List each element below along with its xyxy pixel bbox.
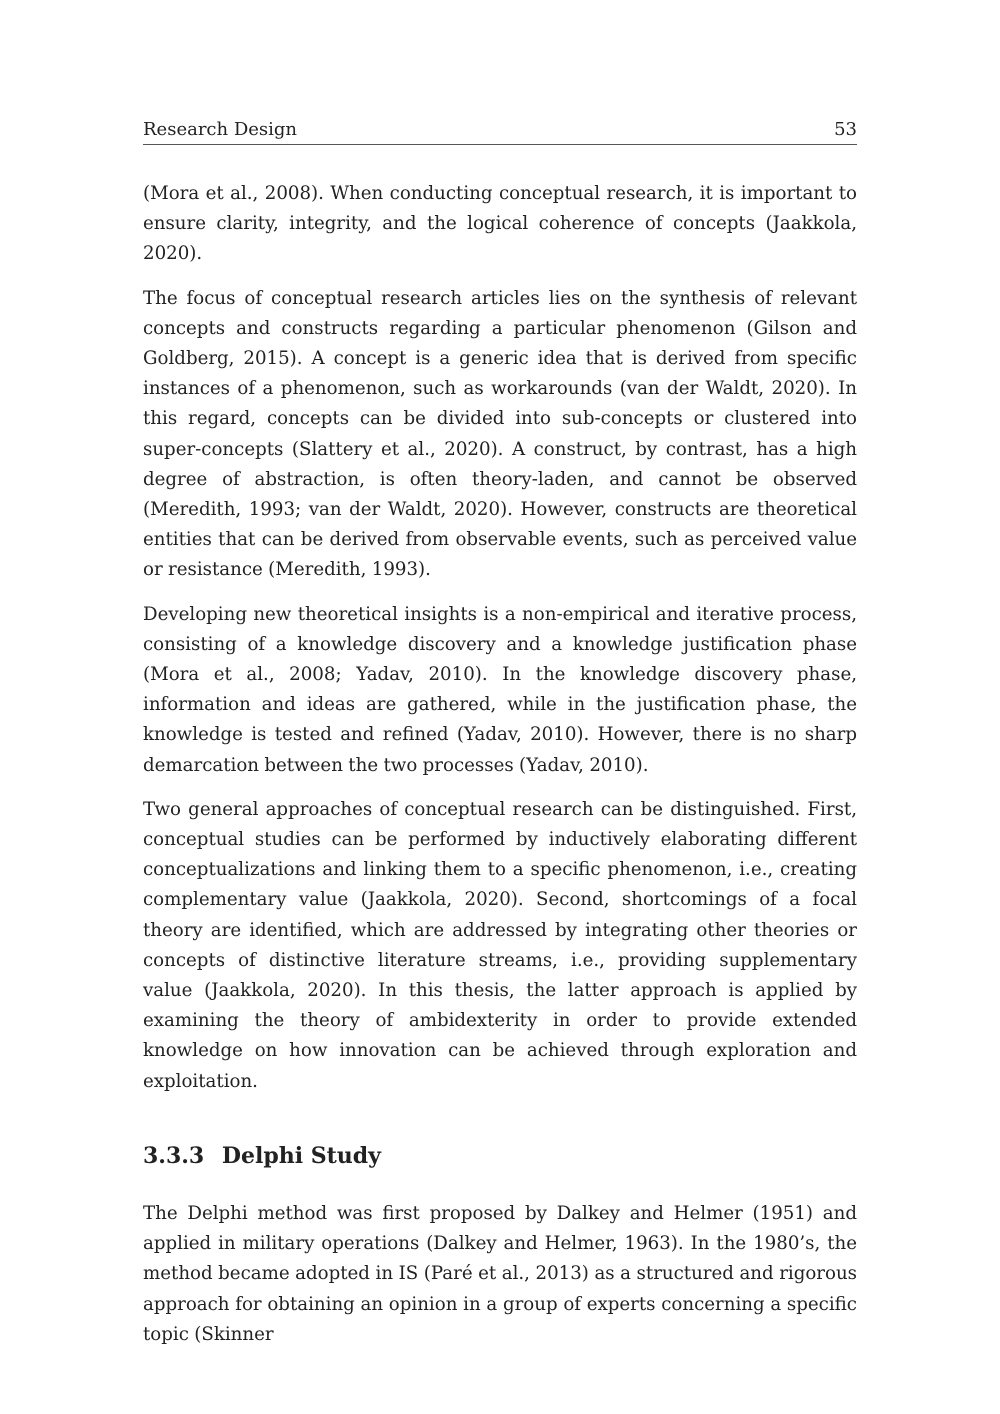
section-title: Delphi Study [221, 1142, 381, 1169]
body-text [143, 179, 857, 1364]
paragraph: The Delphi method was first proposed by Dalkey and Helmer (1951) and applied in military operations (Dalkey and Helmer, 1963). In the 1980’s, the method became adopted in IS (Paré et al., 2013) as a structured and rigorous approach for obtaining an opinion in a group of experts concerning a specific topic (Skinner [143, 1202, 857, 1345]
page-number: 53 [834, 119, 857, 140]
paragraph: Developing new theoretical insights is a non-empirical and iterative process, consisting of a knowledge discovery and a knowledge justification phase (Mora et al., 2008; Yadav, 2010). In the knowledge discovery phase, information and ideas are gathered, while in the justification phase, the knowledge is tested and refined (Yadav, 2010). However, there is no sharp demarcation between the two processes (Yadav, 2010). [143, 603, 857, 776]
paragraph: The focus of conceptual research articles lies on the synthesis of relevant concepts and constructs regarding a particular phenomenon (Gilson and Goldberg, 2015). A concept is a generic idea that is derived from specific instances of a phenomenon, such as workarounds (van der Waldt, 2020). In this regard, concepts can be divided into sub-concepts or clustered into super-concepts (Slattery et al., 2020). A construct, by contrast, has a high degree of abstraction, is often theory-laden, and cannot be observed (Meredith, 1993; van der Waldt, 2020). However, constructs are theoretical entities that can be derived from observable events, such as perceived value or resistance (Meredith, 1993). [143, 287, 857, 581]
section-heading [143, 1141, 857, 1171]
section-number: 3.3.3 [143, 1142, 205, 1169]
running-title: Research Design [143, 119, 298, 140]
paragraph: Two general approaches of conceptual research can be distinguished. First, conceptual studies can be performed by inductively elaborating different conceptualizations and linking them to a specific phenomenon, i.e., creating complementary value (Jaakkola, 2020). Second, shortcomings of a focal theory are identified, which are addressed by integrating other theories or concepts of distinctive literature streams, i.e., providing supplementary value (Jaakkola, 2020). In this thesis, the latter approach is applied by examining the theory of ambidexterity in order to provide extended knowledge on how innovation can be achieved through exploration and exploitation. [143, 798, 857, 1092]
paragraph: (Mora et al., 2008). When conducting conceptual research, it is important to ensure clarity, integrity, and the logical coherence of concepts (Jaakkola, 2020). [143, 183, 857, 265]
running-header [143, 118, 857, 145]
